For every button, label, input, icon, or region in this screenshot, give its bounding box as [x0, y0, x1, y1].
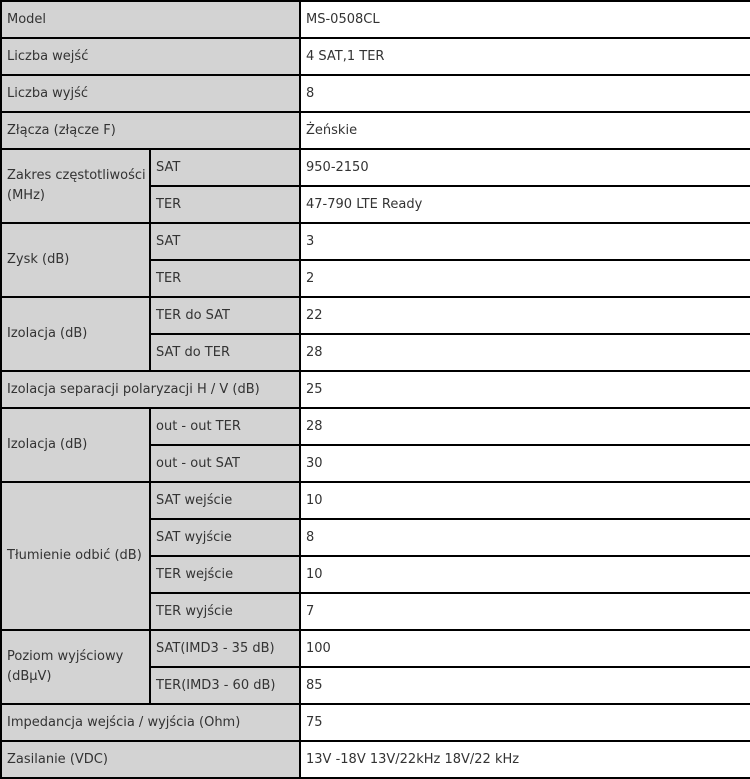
sublabel-gain-sat: SAT: [150, 223, 300, 260]
sublabel-ter-out: TER wyjście: [150, 593, 300, 630]
row-isolation-ter-sat: [1, 297, 750, 334]
row-power: [1, 741, 750, 778]
value-sat-do-ter: 28: [300, 334, 750, 371]
value-ter-out: 7: [300, 593, 750, 630]
value-model: MS-0508CL: [300, 1, 750, 38]
label-isolation: Izolacja (dB): [1, 297, 150, 371]
label-isolation-out: Izolacja (dB): [1, 408, 150, 482]
row-return-sat-in: [1, 482, 750, 519]
value-inputs: 4 SAT,1 TER: [300, 38, 750, 75]
label-return-loss: Tłumienie odbić (dB): [1, 482, 150, 630]
value-gain-sat: 3: [300, 223, 750, 260]
row-polarization: [1, 371, 750, 408]
sublabel-gain-ter: TER: [150, 260, 300, 297]
row-connectors: [1, 112, 750, 149]
value-sat-in: 10: [300, 482, 750, 519]
sublabel-freq-sat: SAT: [150, 149, 300, 186]
row-impedance: [1, 704, 750, 741]
sublabel-freq-ter: TER: [150, 186, 300, 223]
sublabel-ter-do-sat: TER do SAT: [150, 297, 300, 334]
sublabel-sat-do-ter: SAT do TER: [150, 334, 300, 371]
sublabel-output-sat: SAT(IMD3 - 35 dB): [150, 630, 300, 667]
label-connectors: Złącza (złącze F): [1, 112, 300, 149]
row-isolation-out-ter: [1, 408, 750, 445]
sublabel-out-out-sat: out - out SAT: [150, 445, 300, 482]
value-power: 13V -18V 13V/22kHz 18V/22 kHz: [300, 741, 750, 778]
value-connectors: Żeńskie: [300, 112, 750, 149]
label-outputs: Liczba wyjść: [1, 75, 300, 112]
value-freq-sat: 950-2150: [300, 149, 750, 186]
sublabel-sat-in: SAT wejście: [150, 482, 300, 519]
value-ter-do-sat: 22: [300, 297, 750, 334]
value-output-ter: 85: [300, 667, 750, 704]
row-gain-sat: [1, 223, 750, 260]
sublabel-ter-in: TER wejście: [150, 556, 300, 593]
value-outputs: 8: [300, 75, 750, 112]
value-freq-ter: 47-790 LTE Ready: [300, 186, 750, 223]
label-inputs: Liczba wejść: [1, 38, 300, 75]
row-output-level-sat: [1, 630, 750, 667]
value-gain-ter: 2: [300, 260, 750, 297]
value-impedance: 75: [300, 704, 750, 741]
row-inputs: [1, 38, 750, 75]
sublabel-output-ter: TER(IMD3 - 60 dB): [150, 667, 300, 704]
value-ter-in: 10: [300, 556, 750, 593]
label-polarization: Izolacja separacji polaryzacji H / V (dB): [1, 371, 300, 408]
value-sat-out: 8: [300, 519, 750, 556]
label-output-level: Poziom wyjściowy (dBµV): [1, 630, 150, 704]
label-power: Zasilanie (VDC): [1, 741, 300, 778]
sublabel-sat-out: SAT wyjście: [150, 519, 300, 556]
row-model: [1, 1, 750, 38]
label-impedance: Impedancja wejścia / wyjścia (Ohm): [1, 704, 300, 741]
value-out-out-sat: 30: [300, 445, 750, 482]
label-gain: Zysk (dB): [1, 223, 150, 297]
label-model: Model: [1, 1, 300, 38]
value-output-sat: 100: [300, 630, 750, 667]
row-freq-sat: [1, 149, 750, 186]
row-outputs: [1, 75, 750, 112]
value-out-out-ter: 28: [300, 408, 750, 445]
value-polarization: 25: [300, 371, 750, 408]
sublabel-out-out-ter: out - out TER: [150, 408, 300, 445]
label-freq: Zakres częstotliwości (MHz): [1, 149, 150, 223]
